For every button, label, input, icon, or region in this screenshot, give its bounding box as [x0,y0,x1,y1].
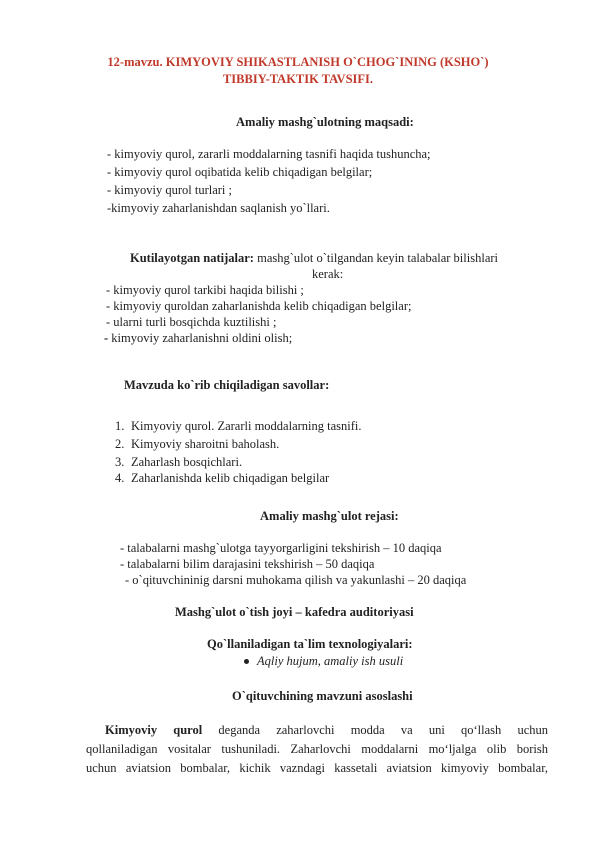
question-text: Zaharlanishda kelib chiqadigan belgilar [131,471,330,485]
goals-item: - kimyoviy qurol oqibatida kelib chiqadigan belgilar; [107,165,373,179]
question-text: Zaharlash bosqichlari. [131,455,243,469]
tech-heading: Qo`llaniladigan ta`lim texnologiyalari: [207,637,413,651]
title-line-2: TIBBIY-TAKTIK TAVSIFI. [222,72,374,86]
plan-heading: Amaliy mashg`ulot rejasi: [260,509,399,523]
bullet-icon [244,659,249,664]
body-bold-term: Kimyoviy qurol [105,723,203,737]
question-num: 3. [115,455,125,469]
question-item [115,470,329,486]
results-item-text: kimyoviy zaharlanishni oldini olish; [111,331,293,345]
tech-item [244,653,403,669]
goals-item: - kimyoviy qurol, zararli moddalarning tasnifi haqida tushuncha; [107,147,431,161]
question-num: 4. [115,471,125,485]
results-item: - ularni turli bosqichda kuztilishi ; [106,315,277,329]
results-item [104,330,292,346]
question-text: Kimyoviy qurol. Zararli moddalarning tasnifi. [131,419,362,433]
questions-heading: Mavzuda ko`rib chiqiladigan savollar: [124,378,330,392]
body-line-2-text: qollaniladigan vositalar tushuniladi. Zaharlovchi moddalarni mo‘ljalga olib borish [86,742,548,756]
title-line-1: 12-mavzu. KIMYOVIY SHIKASTLANISH O`CHOG`INING (KSHO`) [107,55,489,69]
results-heading-rest: mashg`ulot o`tilgandan keyin talabalar bilishlari [253,251,498,265]
results-item: - kimyoviy qurol tarkibi haqida bilishi ; [106,283,304,297]
plan-item: - talabalarni mashg`ulotga tayyorgarligini tekshirish – 10 daqiqa [120,541,442,555]
body-line-3-text: uchun aviatsion bombalar, kichik vazndagi kassetali aviatsion kimyoviy bombalar, [86,761,548,775]
goals-heading: Amaliy mashg`ulotning maqsadi: [236,115,414,129]
question-item [115,436,279,452]
results-heading [130,250,498,266]
body-line-3 [86,759,548,778]
tech-item-text: Aqliy hujum, amaliy ish usuli [257,654,404,668]
place-line: Mashg`ulot o`tish joyi – kafedra auditoriyasi [175,605,414,619]
goals-item: -kimyoviy zaharlanishdan saqlanish yo`llari. [107,201,330,215]
plan-item: - talabalarni bilim darajasini tekshirish – 50 daqiqa [120,557,375,571]
goals-item: - kimyoviy qurol turlari ; [107,183,232,197]
results-heading-bold: Kutilayotgan natijalar: [130,251,254,265]
question-item [115,454,242,470]
plan-item: - o`qituvchininig darsni muhokama qilish va yakunlashi – 20 daqiqa [125,573,467,587]
question-item [115,418,362,434]
results-item-dash: - [104,331,109,345]
body-line-1-text: deganda zaharlovchi modda va uni qo‘llash uchun [202,723,549,737]
explain-heading: O`qituvchining mavzuni asoslashi [232,689,413,703]
question-num: 1. [115,419,125,433]
results-item: - kimyoviy quroldan zaharlanishda kelib chiqadigan belgilar; [106,299,412,313]
body-line-2 [86,740,548,759]
results-heading-cont: kerak: [312,267,344,281]
body-line-1 [105,721,548,740]
question-num: 2. [115,437,125,451]
question-text: Kimyoviy sharoitni baholash. [131,437,280,451]
